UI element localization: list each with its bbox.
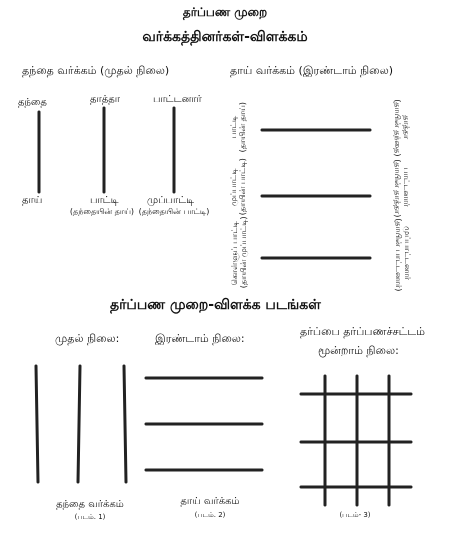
panel3-heading: தர்ப்பை தர்ப்பணச்சட்டம் (300, 325, 426, 338)
panel1-stick-3 (124, 366, 126, 482)
panel1-heading: முதல் நிலை: (55, 332, 120, 345)
panel2-caption: தாய் வர்க்கம் (180, 496, 240, 507)
page-title: தர்ப்பண முறை (182, 5, 268, 19)
mother-lineage-heading: தாய் வர்க்கம் (இரண்டாம் நிலை) (230, 64, 393, 77)
label-father: தந்தை (18, 97, 47, 108)
panel1-caption: தந்தை வர்க்கம் (56, 499, 124, 510)
panel3-figure-number: (படம்- 3) (339, 511, 371, 519)
label-great-grandfather: பாட்டனார் (153, 94, 202, 105)
label-maternal-great-grandmother: முப்பாட்டி (தாயின் பாட்டி) (228, 158, 247, 216)
label-grandmother-note: (தந்தையின் தாய்) (69, 207, 135, 216)
label-maternal-great-grandfather: பாட்டனார் (தாயின் தாத்தா) (393, 159, 412, 218)
label-maternal-grandfather: தாத்தா (தாயின் தந்தை) (393, 99, 412, 157)
label-mother: தாய் (22, 195, 43, 206)
panel2-figure-number: (படம். 2) (194, 511, 226, 519)
panel1-stick-2 (78, 366, 80, 482)
label-maternal-great-great-grandfather: முப்பாட்டனார் (தாயின் பாட்டனார்) (394, 218, 413, 292)
label-grandmother: பாட்டி (90, 195, 119, 206)
panel1-stick-1 (36, 366, 38, 482)
label-great-grandmother: முப்பாட்டி (147, 195, 195, 206)
page-subtitle: வர்க்கத்தினர்கள்-விளக்கம் (142, 29, 308, 45)
panel2-heading: இரண்டாம் நிலை: (155, 332, 245, 345)
label-maternal-great-great-grandmother: கொள்ளுப் பாட்டி (தாயின் முப்பாட்டி) (229, 216, 248, 289)
label-maternal-grandmother: பாட்டி (தாயின் தாய்) (228, 101, 247, 153)
label-grandfather: தாத்தா (90, 94, 120, 105)
illustrations-heading: தர்ப்பண முறை-விளக்க படங்கள் (110, 297, 321, 313)
panel1-figure-number: (படம். 1) (74, 513, 106, 521)
label-great-grandmother-note: (தந்தையின் பாட்டி) (138, 207, 210, 216)
panel3-subheading: மூன்றாம் நிலை: (318, 344, 399, 357)
father-lineage-heading: தந்தை வர்க்கம் (முதல் நிலை) (22, 64, 170, 77)
